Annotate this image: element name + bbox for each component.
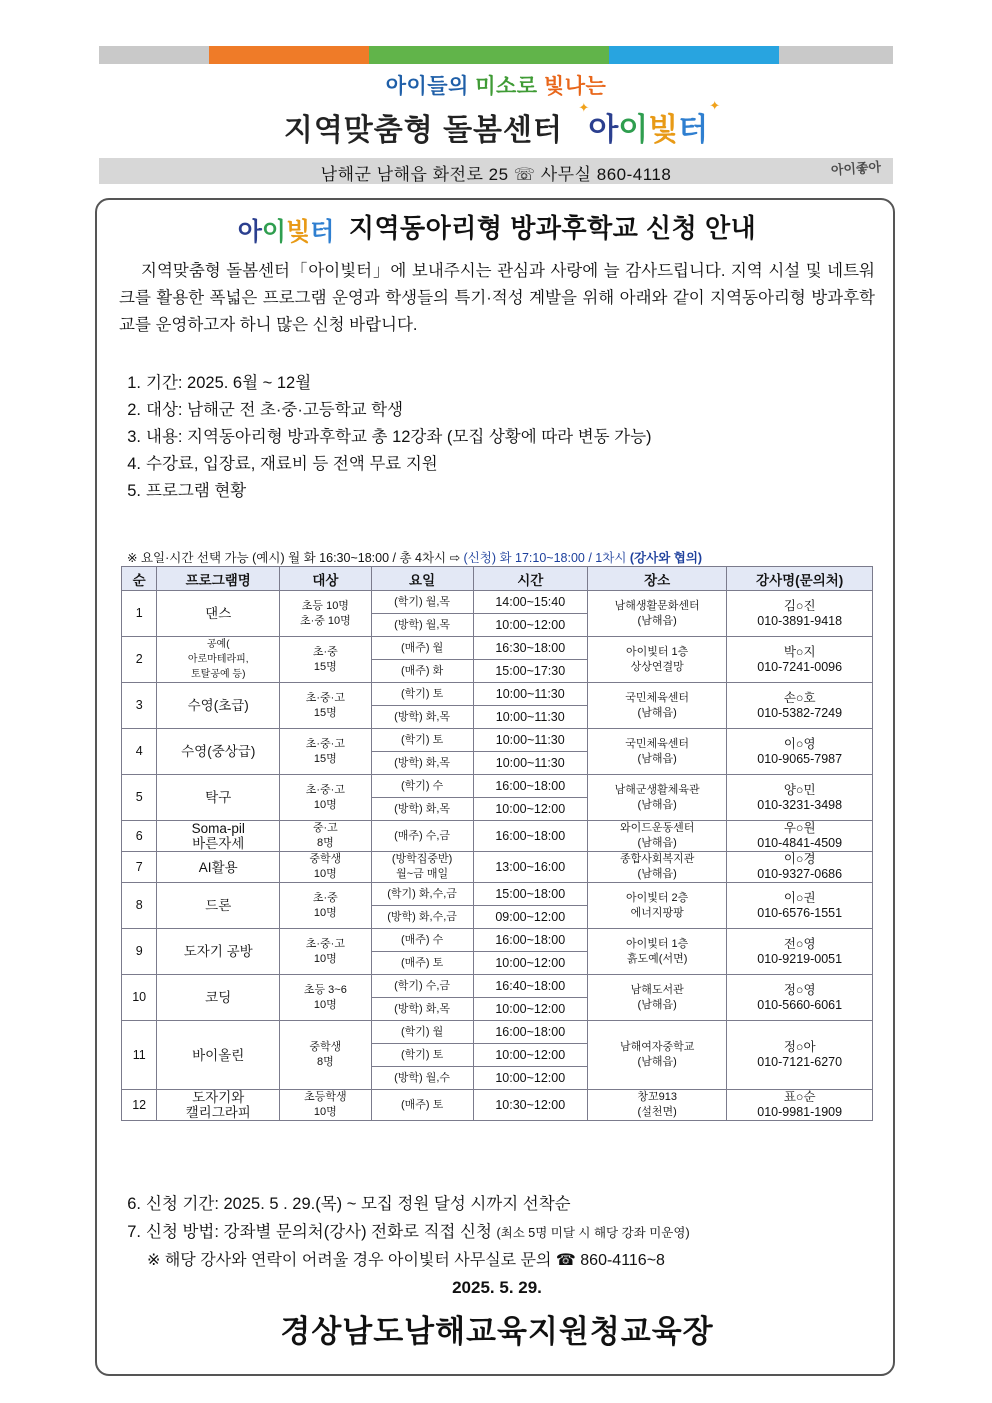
list-item: [119, 451, 875, 478]
cell-time: 10:00~11:30: [473, 752, 587, 775]
schedule-note: [127, 548, 887, 566]
list-item: [119, 1190, 879, 1218]
header-center-name: [0, 98, 992, 149]
list-item: [119, 424, 875, 451]
cell-teacher: 전○영 010-9219-0051: [727, 929, 873, 975]
cell-no: 6: [122, 821, 157, 852]
column-header-target: 대상: [280, 567, 372, 591]
cell-teacher: 정○아 010-7121-6270: [727, 1021, 873, 1090]
note-bold: (강사와 협의): [629, 551, 703, 565]
item-number: 7.: [127, 1223, 141, 1241]
cell-target: 중·고 8명: [280, 821, 372, 852]
cell-place: 국민체육센터 (남해읍): [587, 683, 726, 729]
cell-day: (방학) 월,수: [371, 1067, 473, 1090]
item-text: 프로그램 현황: [146, 482, 247, 500]
cell-no: 12: [122, 1090, 157, 1121]
cell-teacher: 김○진 010-3891-9418: [727, 591, 873, 637]
cell-time: 10:00~12:00: [473, 952, 587, 975]
cell-time: 15:00~17:30: [473, 660, 587, 683]
cell-program-name: 바이올린: [157, 1021, 280, 1090]
cell-program-name: Soma-pil 바른자세: [157, 821, 280, 852]
table-row: [122, 1090, 873, 1121]
cell-time: 10:00~12:00: [473, 798, 587, 821]
cell-time: 16:00~18:00: [473, 821, 587, 852]
column-header-day: 요일: [371, 567, 473, 591]
cell-time: 16:00~18:00: [473, 1021, 587, 1044]
cell-day: (방학) 화,목: [371, 752, 473, 775]
cell-place: 남해군생활체육관 (남해읍): [587, 775, 726, 821]
item-number: 4.: [127, 455, 141, 473]
cell-day: (학기) 화,수,금: [371, 883, 473, 906]
page-title: 지역동아리형 방과후학교 신청 안내: [348, 213, 757, 243]
note-mid: (신청) 화 17:10~18:00 / 1차시: [463, 551, 630, 565]
cell-day: (학기) 월: [371, 1021, 473, 1044]
table-row: [122, 729, 873, 752]
cell-target: 초등 10명 초·중 10명: [280, 591, 372, 637]
cell-time: 09:00~12:00: [473, 906, 587, 929]
brand-sparkle-right: ✦: [709, 98, 721, 113]
cell-place: 종합사회복지관 (남해읍): [587, 852, 726, 883]
cell-day: (학기) 토: [371, 729, 473, 752]
item-text-small: (최소 5명 미달 시 해당 강좌 미운영): [496, 1226, 690, 1240]
list-item: [119, 1218, 879, 1247]
cell-no: 7: [122, 852, 157, 883]
cell-teacher: 이○경 010-9327-0686: [727, 852, 873, 883]
cell-no: 5: [122, 775, 157, 821]
cell-time: 10:00~11:30: [473, 706, 587, 729]
table-row: [122, 929, 873, 952]
cell-teacher: 이○권 010-6576-1551: [727, 883, 873, 929]
table-row: [122, 975, 873, 998]
cell-day: (방학) 화,목: [371, 798, 473, 821]
item-text: 신청 기간: 2025. 5 . 29.(목) ~ 모집 정원 달성 시까지 선착순: [146, 1195, 571, 1213]
cell-target: 초·중·고 15명: [280, 683, 372, 729]
cell-teacher: 표○순 010-9981-1909: [727, 1090, 873, 1121]
item-text: 대상: 남해군 전 초·중·고등학교 학생: [146, 401, 404, 419]
header-bar-green: [369, 46, 609, 64]
cell-program-name: 도자기 공방: [157, 929, 280, 975]
notice-card: [95, 198, 895, 1376]
list-item: [119, 478, 875, 505]
cell-time: 10:00~11:30: [473, 729, 587, 752]
cell-place: 남해도서관 (남해읍): [587, 975, 726, 1021]
table-row: [122, 1021, 873, 1044]
cell-day: (매주) 월: [371, 637, 473, 660]
cell-program-name: 수영(초급): [157, 683, 280, 729]
cell-no: 4: [122, 729, 157, 775]
contact-note: ※ 해당 강사와 연락이 어려울 경우 아이빛터 사무실로 문의 ☎ 860-4116~8: [147, 1252, 665, 1269]
cell-time: 10:00~12:00: [473, 998, 587, 1021]
corner-logo: 아이좋아: [830, 159, 882, 178]
cell-place: 남해생활문화센터 (남해읍): [587, 591, 726, 637]
item-text: 수강료, 입장료, 재료비 등 전액 무료 지원: [146, 455, 438, 473]
cell-place: 남해여자중학교 (남해읍): [587, 1021, 726, 1090]
cell-time: 10:00~12:00: [473, 1044, 587, 1067]
table-row: [122, 852, 873, 883]
center-name-text: 지역맞춤형 돌봄센터: [283, 114, 563, 147]
cell-time: 15:00~18:00: [473, 883, 587, 906]
cell-program-name: 수영(중상급): [157, 729, 280, 775]
cell-no: 2: [122, 637, 157, 683]
table-row: [122, 883, 873, 906]
header-bar-blue: [609, 46, 779, 64]
cell-place: 와이드운동센터 (남해읍): [587, 821, 726, 852]
cell-day: (학기) 수: [371, 775, 473, 798]
cell-target: 초등학생 10명: [280, 1090, 372, 1121]
cell-teacher: 정○영 010-5660-6061: [727, 975, 873, 1021]
cell-no: 3: [122, 683, 157, 729]
cell-target: 초등 3~6 10명: [280, 975, 372, 1021]
cell-program-name: 탁구: [157, 775, 280, 821]
cell-no: 10: [122, 975, 157, 1021]
item-number: 3.: [127, 428, 141, 446]
cell-time: 16:00~18:00: [473, 775, 587, 798]
cell-day: (학기) 월,목: [371, 591, 473, 614]
cell-time: 16:00~18:00: [473, 929, 587, 952]
cell-teacher: 우○원 010-4841-4509: [727, 821, 873, 852]
list-item: [119, 397, 875, 424]
cell-target: 초·중·고 15명: [280, 729, 372, 775]
cell-time: 10:30~12:00: [473, 1090, 587, 1121]
item-number: 5.: [127, 482, 141, 500]
cell-place: 아이빛터 1층 상상연결망: [587, 637, 726, 683]
cell-day: (학기) 수,금: [371, 975, 473, 998]
cell-day: (매주) 토: [371, 952, 473, 975]
brand-sparkle-left: ✦: [578, 100, 590, 115]
cell-target: 중학생 8명: [280, 1021, 372, 1090]
item-number: 2.: [127, 401, 141, 419]
cell-no: 11: [122, 1021, 157, 1090]
header-bar-orange: [209, 46, 369, 64]
cell-target: 초·중 15명: [280, 637, 372, 683]
table-row: [122, 821, 873, 852]
header-tagline: [0, 70, 992, 100]
column-header-time: 시간: [473, 567, 587, 591]
table-row: [122, 591, 873, 614]
tagline-part3: 빛나는: [543, 75, 607, 98]
table-header-row: [122, 567, 873, 591]
cell-place: 국민체육센터 (남해읍): [587, 729, 726, 775]
cell-teacher: 이○영 010-9065-7987: [727, 729, 873, 775]
cell-program-name: 공예( 아로마테라피, 토탈공예 등): [157, 637, 280, 683]
note-prefix: ※ 요일·시간 선택 가능 (예시) 월 화 16:30~18:00 / 총 4차시 ⇨: [127, 551, 464, 565]
cell-day: (방학) 월,목: [371, 614, 473, 637]
item-text: 신청 방법: 강좌별 문의처(강사) 전화로 직접 신청: [146, 1223, 497, 1241]
cell-place: 아이빛터 2층 에너지팡팡: [587, 883, 726, 929]
address-text: 남해군 남해읍 화전로 25 ☏ 사무실 860-4118: [320, 165, 672, 184]
cell-no: 9: [122, 929, 157, 975]
cell-time: 13:00~16:00: [473, 852, 587, 883]
cell-place: 아이빛터 1층 흙도예(서면): [587, 929, 726, 975]
column-header-place: 장소: [587, 567, 726, 591]
cell-time: 16:30~18:00: [473, 637, 587, 660]
column-header-teacher: 강사명(문의처): [727, 567, 873, 591]
issuing-organization: 경상남도남해교육지원청교육장: [280, 1314, 714, 1349]
table-row: [122, 775, 873, 798]
item-number: 6.: [127, 1195, 141, 1213]
cell-program-name: 도자기와 캘리그라피: [157, 1090, 280, 1121]
footer-items: [119, 1190, 879, 1275]
cell-no: 1: [122, 591, 157, 637]
program-table: [121, 566, 873, 1121]
cell-time: 16:40~18:00: [473, 975, 587, 998]
cell-day: (매주) 화: [371, 660, 473, 683]
cell-day: (방학) 화,목: [371, 706, 473, 729]
cell-day: (학기) 토: [371, 1044, 473, 1067]
item-number: 1.: [127, 374, 141, 392]
cell-program-name: 댄스: [157, 591, 280, 637]
cell-time: 14:00~15:40: [473, 591, 587, 614]
cell-program-name: 드론: [157, 883, 280, 929]
cell-no: 8: [122, 883, 157, 929]
cell-place: 창꼬913 (설천면): [587, 1090, 726, 1121]
cell-target: 초·중·고 10명: [280, 775, 372, 821]
card-title-row: [97, 208, 897, 248]
cell-teacher: 박○지 010-7241-0096: [727, 637, 873, 683]
list-item: [119, 370, 875, 397]
cell-time: 10:00~11:30: [473, 683, 587, 706]
cell-time: 10:00~12:00: [473, 1067, 587, 1090]
cell-target: 초·중·고 10명: [280, 929, 372, 975]
cell-day: (매주) 수: [371, 929, 473, 952]
column-header-name: 프로그램명: [157, 567, 280, 591]
cell-target: 중학생 10명: [280, 852, 372, 883]
cell-target: 초·중 10명: [280, 883, 372, 929]
table-row: [122, 637, 873, 660]
tagline-part2: 미소로: [475, 75, 538, 98]
issue-date: 2025. 5. 29.: [452, 1278, 542, 1297]
cell-day: (매주) 수,금: [371, 821, 473, 852]
intro-paragraph: 지역맞춤형 돌봄센터「아이빛터」에 보내주시는 관심과 사랑에 늘 감사드립니다. 지역 시설 및 네트워크를 활용한 폭넓은 프로그램 운영과 학생들의 특기·적성 계발을 위해 아래와 같이 지역동아리형 방과후학교를 운영하고자 하니 많은 신청 바랍니다.: [119, 262, 875, 334]
item-text: 기간: 2025. 6월 ~ 12월: [146, 374, 312, 392]
table-row: [122, 683, 873, 706]
notice-items: [119, 370, 875, 505]
brand-logo: ✦ 아이빛터 ✦: [578, 98, 721, 147]
tagline-part1: 아이들의: [385, 75, 469, 98]
cell-day: (학기) 토: [371, 683, 473, 706]
cell-day: (방학집중반) 월~금 매일: [371, 852, 473, 883]
cell-program-name: AI활용: [157, 852, 280, 883]
cell-day: (매주) 토: [371, 1090, 473, 1121]
cell-program-name: 코딩: [157, 975, 280, 1021]
cell-time: 10:00~12:00: [473, 614, 587, 637]
card-brand-logo: 아이빛터: [237, 218, 335, 246]
cell-teacher: 손○호 010-5382-7249: [727, 683, 873, 729]
column-header-no: 순: [122, 567, 157, 591]
cell-day: (방학) 화,목: [371, 998, 473, 1021]
cell-teacher: 양○민 010-3231-3498: [727, 775, 873, 821]
cell-day: (방학) 화,수,금: [371, 906, 473, 929]
header-color-bar: [99, 46, 893, 64]
item-text: 내용: 지역동아리형 방과후학교 총 12강좌 (모집 상황에 따라 변동 가능): [146, 428, 652, 446]
